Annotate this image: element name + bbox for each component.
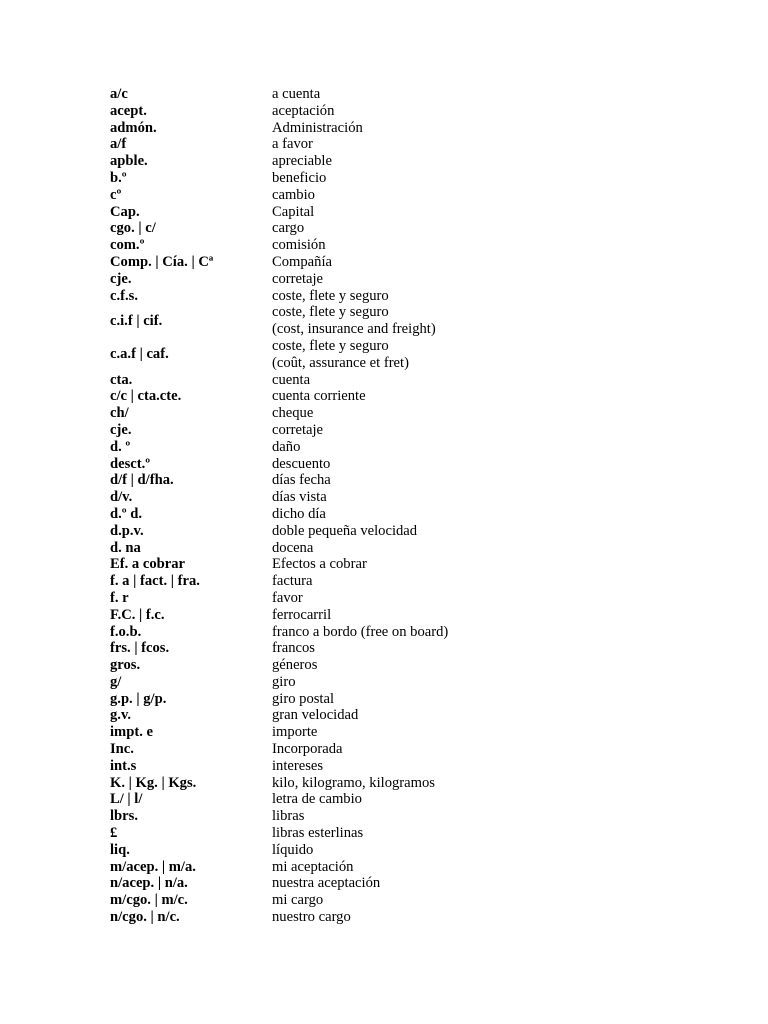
meaning-line: aceptación xyxy=(272,102,335,119)
abbreviation-row xyxy=(110,859,530,876)
abbreviation-row xyxy=(110,523,530,540)
abbreviation-row xyxy=(110,892,530,909)
abbreviation-term: K. | Kg. | Kgs. xyxy=(110,774,197,791)
abbreviation-meaning xyxy=(272,288,530,305)
abbreviation-row xyxy=(110,808,530,825)
abbreviation-row xyxy=(110,136,530,153)
meaning-line: cargo xyxy=(272,220,305,237)
abbreviation-row xyxy=(110,909,530,926)
abbreviation-meaning xyxy=(272,439,530,456)
abbreviation-row xyxy=(110,338,530,372)
abbreviation-meaning xyxy=(272,405,530,422)
abbreviation-row xyxy=(110,573,530,590)
abbreviation-term: Comp. | Cía. | Cª xyxy=(110,253,214,270)
abbreviation-meaning xyxy=(272,489,530,506)
abbreviation-term: d. na xyxy=(110,539,141,556)
abbreviation-term: f. a | fact. | fra. xyxy=(110,573,200,590)
abbreviation-meaning xyxy=(272,674,530,691)
abbreviation-meaning xyxy=(272,909,530,926)
abbreviation-meaning xyxy=(272,204,530,221)
abbreviation-meaning xyxy=(272,254,530,271)
abbreviation-term: a/f xyxy=(110,136,127,153)
meaning-line: apreciable xyxy=(272,153,332,170)
abbreviation-row xyxy=(110,170,530,187)
abbreviation-row xyxy=(110,187,530,204)
abbreviation-meaning xyxy=(272,640,530,657)
abbreviation-row xyxy=(110,540,530,557)
abbreviation-row xyxy=(110,489,530,506)
abbreviation-meaning xyxy=(272,304,530,338)
abbreviation-term: n/acep. | n/a. xyxy=(110,875,188,892)
abbreviation-term: c.i.f | cif. xyxy=(110,312,163,329)
abbreviation-term: b.º xyxy=(110,169,127,186)
abbreviation-meaning xyxy=(272,825,530,842)
meaning-line: ferrocarril xyxy=(272,606,332,623)
abbreviation-row xyxy=(110,271,530,288)
meaning-line: (coût, assurance et fret) xyxy=(272,354,409,371)
meaning-line: mi aceptación xyxy=(272,858,354,875)
abbreviation-meaning xyxy=(272,372,530,389)
abbreviation-row xyxy=(110,237,530,254)
abbreviation-meaning xyxy=(272,170,530,187)
abbreviation-term: g.p. | g/p. xyxy=(110,690,167,707)
abbreviation-row xyxy=(110,120,530,137)
abbreviation-meaning xyxy=(272,86,530,103)
abbreviation-row xyxy=(110,556,530,573)
abbreviation-meaning xyxy=(272,842,530,859)
abbreviation-term: lbrs. xyxy=(110,808,138,825)
meaning-line: docena xyxy=(272,539,314,556)
meaning-line: cuenta xyxy=(272,371,311,388)
abbreviation-meaning xyxy=(272,657,530,674)
abbreviation-row xyxy=(110,640,530,657)
meaning-line: Capital xyxy=(272,203,315,220)
meaning-line: franco a bordo (free on board) xyxy=(272,623,449,640)
abbreviation-term: int.s xyxy=(110,757,137,774)
meaning-line: comisión xyxy=(272,237,326,254)
abbreviation-row xyxy=(110,86,530,103)
abbreviation-term: apble. xyxy=(110,153,148,170)
abbreviation-meaning xyxy=(272,523,530,540)
abbreviation-term: cje. xyxy=(110,270,132,287)
abbreviation-term: cje. xyxy=(110,421,132,438)
meaning-line: giro postal xyxy=(272,690,335,707)
abbreviation-row xyxy=(110,791,530,808)
abbreviation-term: frs. | fcos. xyxy=(110,640,170,657)
abbreviation-meaning xyxy=(272,120,530,137)
abbreviation-row xyxy=(110,724,530,741)
abbreviation-term: ch/ xyxy=(110,405,129,422)
abbreviation-row xyxy=(110,372,530,389)
abbreviation-meaning xyxy=(272,875,530,892)
abbreviation-meaning xyxy=(272,691,530,708)
abbreviation-meaning xyxy=(272,758,530,775)
abbreviation-meaning xyxy=(272,456,530,473)
abbreviation-meaning xyxy=(272,237,530,254)
meaning-line: libras xyxy=(272,808,305,825)
meaning-line: coste, flete y seguro xyxy=(272,287,389,304)
meaning-line: importe xyxy=(272,724,318,741)
abbreviation-row xyxy=(110,674,530,691)
meaning-line: Compañía xyxy=(272,253,332,270)
abbreviation-meaning xyxy=(272,607,530,624)
meaning-line: días fecha xyxy=(272,472,331,489)
abbreviation-meaning xyxy=(272,707,530,724)
abbreviation-row xyxy=(110,691,530,708)
abbreviation-meaning xyxy=(272,271,530,288)
abbreviation-row xyxy=(110,775,530,792)
abbreviation-meaning xyxy=(272,556,530,573)
abbreviation-row xyxy=(110,153,530,170)
abbreviation-row xyxy=(110,204,530,221)
abbreviation-term: cta. xyxy=(110,371,133,388)
abbreviation-term: f.o.b. xyxy=(110,623,142,640)
abbreviation-meaning xyxy=(272,540,530,557)
abbreviation-term: acept. xyxy=(110,102,147,119)
abbreviation-row xyxy=(110,875,530,892)
meaning-line: descuento xyxy=(272,455,331,472)
abbreviation-term: desct.º xyxy=(110,455,151,472)
abbreviation-term: com.º xyxy=(110,237,145,254)
abbreviation-term: a/c xyxy=(110,86,128,102)
meaning-line: intereses xyxy=(272,757,324,774)
abbreviation-term: d/v. xyxy=(110,489,133,506)
meaning-line: letra de cambio xyxy=(272,791,362,808)
abbreviation-term: d. º xyxy=(110,438,131,455)
meaning-line: dicho día xyxy=(272,505,326,522)
abbreviation-table xyxy=(110,86,530,926)
meaning-line: corretaje xyxy=(272,270,324,287)
abbreviation-meaning xyxy=(272,808,530,825)
abbreviation-row xyxy=(110,103,530,120)
meaning-line: doble pequeña velocidad xyxy=(272,522,418,539)
meaning-line: líquido xyxy=(272,841,314,858)
abbreviation-meaning xyxy=(272,741,530,758)
meaning-line: nuestra aceptación xyxy=(272,875,381,892)
meaning-line: coste, flete y seguro xyxy=(272,304,389,321)
abbreviation-row xyxy=(110,741,530,758)
abbreviation-row xyxy=(110,707,530,724)
abbreviation-row xyxy=(110,288,530,305)
abbreviation-term: f. r xyxy=(110,589,129,606)
meaning-line: Incorporada xyxy=(272,741,343,758)
abbreviation-row xyxy=(110,590,530,607)
abbreviation-row xyxy=(110,472,530,489)
meaning-line: cambio xyxy=(272,186,315,203)
abbreviation-meaning xyxy=(272,775,530,792)
meaning-line: Administración xyxy=(272,119,363,136)
meaning-line: libras esterlinas xyxy=(272,825,364,842)
abbreviation-meaning xyxy=(272,724,530,741)
meaning-line: kilo, kilogramo, kilogramos xyxy=(272,774,435,791)
meaning-line: Efectos a cobrar xyxy=(272,556,367,573)
abbreviation-meaning xyxy=(272,472,530,489)
abbreviation-term: Inc. xyxy=(110,741,134,758)
meaning-line: a cuenta xyxy=(272,86,321,102)
abbreviation-row xyxy=(110,624,530,641)
meaning-line: mi cargo xyxy=(272,892,324,909)
abbreviation-meaning xyxy=(272,136,530,153)
meaning-line: días vista xyxy=(272,489,327,506)
meaning-line: corretaje xyxy=(272,421,324,438)
meaning-line: francos xyxy=(272,640,315,657)
abbreviation-term: impt. e xyxy=(110,724,153,741)
abbreviation-term: L/ | l/ xyxy=(110,791,143,808)
abbreviation-term: c.f.s. xyxy=(110,287,138,304)
abbreviation-term: d.º d. xyxy=(110,505,142,522)
abbreviation-row xyxy=(110,304,530,338)
abbreviation-row xyxy=(110,254,530,271)
abbreviation-term: gros. xyxy=(110,657,141,674)
abbreviation-meaning xyxy=(272,422,530,439)
abbreviation-term: F.C. | f.c. xyxy=(110,606,165,623)
abbreviation-row xyxy=(110,439,530,456)
meaning-line: favor xyxy=(272,589,303,606)
abbreviation-term: d.p.v. xyxy=(110,522,144,539)
abbreviation-row xyxy=(110,388,530,405)
abbreviation-meaning xyxy=(272,590,530,607)
meaning-line: daño xyxy=(272,438,301,455)
abbreviation-meaning xyxy=(272,153,530,170)
meaning-line: (cost, insurance and freight) xyxy=(272,321,436,338)
abbreviation-meaning xyxy=(272,791,530,808)
abbreviation-term: c.a.f | caf. xyxy=(110,346,169,363)
abbreviation-term: d/f | d/fha. xyxy=(110,472,174,489)
abbreviation-meaning xyxy=(272,892,530,909)
meaning-line: nuestro cargo xyxy=(272,909,351,926)
abbreviation-term: m/acep. | m/a. xyxy=(110,858,196,875)
abbreviation-meaning xyxy=(272,103,530,120)
abbreviation-row xyxy=(110,422,530,439)
abbreviation-term: Cap. xyxy=(110,203,140,220)
abbreviation-row xyxy=(110,506,530,523)
abbreviation-row xyxy=(110,657,530,674)
abbreviation-meaning xyxy=(272,573,530,590)
abbreviation-term: Ef. a cobrar xyxy=(110,556,185,573)
meaning-line: gran velocidad xyxy=(272,707,359,724)
abbreviation-row xyxy=(110,220,530,237)
abbreviation-meaning xyxy=(272,624,530,641)
abbreviation-term: cgo. | c/ xyxy=(110,220,156,237)
abbreviation-row xyxy=(110,607,530,624)
abbreviation-meaning xyxy=(272,338,530,372)
abbreviation-row xyxy=(110,456,530,473)
abbreviation-row xyxy=(110,825,530,842)
meaning-line: coste, flete y seguro xyxy=(272,337,389,354)
abbreviation-row xyxy=(110,405,530,422)
abbreviation-term: g/ xyxy=(110,673,122,690)
meaning-line: beneficio xyxy=(272,169,327,186)
abbreviation-meaning xyxy=(272,187,530,204)
abbreviation-term: n/cgo. | n/c. xyxy=(110,909,180,926)
abbreviation-term: c/c | cta.cte. xyxy=(110,388,182,405)
abbreviation-term: g.v. xyxy=(110,707,132,724)
meaning-line: a favor xyxy=(272,136,313,153)
abbreviation-meaning xyxy=(272,388,530,405)
abbreviation-term: admón. xyxy=(110,119,157,136)
abbreviation-term: cº xyxy=(110,186,122,203)
abbreviation-term: m/cgo. | m/c. xyxy=(110,892,188,909)
abbreviation-term: £ xyxy=(110,825,118,842)
meaning-line: giro xyxy=(272,673,296,690)
abbreviation-meaning xyxy=(272,859,530,876)
meaning-line: cuenta corriente xyxy=(272,388,366,405)
abbreviation-row xyxy=(110,842,530,859)
abbreviation-term: liq. xyxy=(110,841,130,858)
meaning-line: cheque xyxy=(272,405,314,422)
abbreviation-meaning xyxy=(272,506,530,523)
meaning-line: factura xyxy=(272,573,313,590)
abbreviation-row xyxy=(110,758,530,775)
abbreviation-meaning xyxy=(272,220,530,237)
meaning-line: géneros xyxy=(272,657,318,674)
